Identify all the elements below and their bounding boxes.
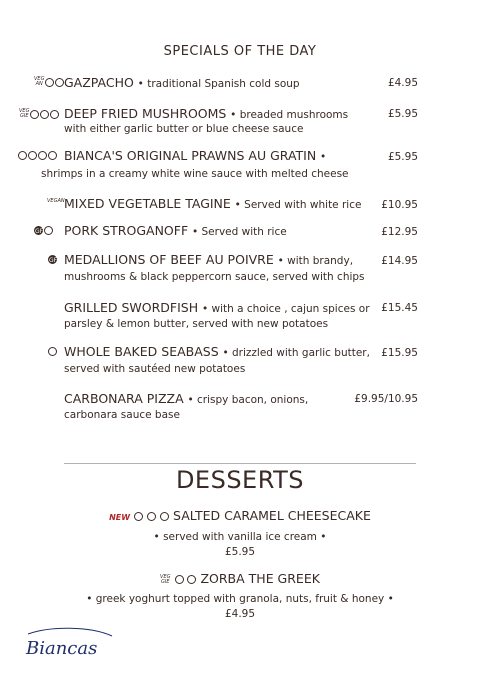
dessert-desc: • greek yoghurt topped with granola, nuts, fruit & honey • <box>86 593 394 605</box>
allergen-icon <box>134 512 143 521</box>
item-price: £15.45 <box>381 302 418 314</box>
item-desc-line2: with either garlic butter or blue cheese sauce <box>64 123 304 135</box>
dessert-name: ZORBA THE GREEK <box>200 571 320 586</box>
dietary-icons <box>48 347 57 356</box>
item-price: £4.95 <box>387 77 418 89</box>
gluten-free-icon: GF <box>35 228 44 235</box>
dessert-desc: • served with vanilla ice cream • <box>153 531 327 543</box>
vegan-tag-icon: VEGAN <box>47 198 65 204</box>
item-price: £14.95 <box>381 255 418 267</box>
item-price: £5.95 <box>387 151 418 163</box>
allergen-icon <box>187 575 196 584</box>
item-desc: • breaded mushrooms <box>230 109 349 121</box>
dietary-icons <box>18 151 57 160</box>
item-desc-line2: carbonara sauce base <box>64 409 180 421</box>
item-price: £15.95 <box>381 347 418 359</box>
item-price: £5.95 <box>387 108 418 120</box>
allergen-icon <box>38 151 47 160</box>
allergen-icon <box>160 512 169 521</box>
item-name: CARBONARA PIZZA <box>64 391 184 406</box>
item-price: £12.95 <box>381 226 418 238</box>
item-name: MEDALLIONS OF BEEF AU POIVRE <box>64 252 274 267</box>
gluten-free-icon: GF <box>49 257 58 264</box>
item-name: DEEP FRIED MUSHROOMS <box>64 106 227 121</box>
item-name: BIANCA'S ORIGINAL PRAWNS AU GRATIN <box>64 148 317 163</box>
vegan-tag-icon: VEG AN <box>34 76 45 87</box>
vegetarian-tag-icon: VEG GIE <box>160 573 171 585</box>
item-desc: • Served with white rice <box>234 199 362 211</box>
allergen-icon <box>50 110 59 119</box>
item-desc: • crispy bacon, onions, <box>187 394 309 406</box>
allergen-icon <box>30 110 39 119</box>
item-desc-line2: mushrooms & black peppercorn sauce, served with chips <box>64 271 365 283</box>
specials-title: SPECIALS OF THE DAY <box>163 44 317 59</box>
item-desc: • drizzled with garlic butter, <box>222 347 370 359</box>
item-name: PORK STROGANOFF <box>64 223 189 238</box>
fish-icon <box>48 347 57 356</box>
dessert-price: £5.95 <box>224 546 256 558</box>
dietary-icons <box>19 109 59 119</box>
allergen-icon <box>44 226 53 235</box>
allergen-icon <box>18 151 27 160</box>
item-desc: • with brandy, <box>277 255 354 267</box>
allergen-icon <box>45 78 54 87</box>
allergen-icon <box>48 151 57 160</box>
item-desc-line2: shrimps in a creamy white wine sauce with melted cheese <box>41 168 349 180</box>
item-price: £10.95 <box>381 199 418 211</box>
logo-text: Biancas <box>26 638 98 659</box>
allergen-icon <box>40 110 49 119</box>
item-name: WHOLE BAKED SEABASS <box>64 344 219 359</box>
dietary-icons <box>47 199 65 204</box>
allergen-icon <box>28 151 37 160</box>
item-desc-line2: parsley & lemon butter, served with new potatoes <box>64 318 329 330</box>
dietary-icons <box>48 255 57 264</box>
item-price: £9.95/10.95 <box>354 393 418 405</box>
item-name: GAZPACHO <box>64 75 134 90</box>
allergen-icon <box>175 575 184 584</box>
allergen-icon <box>147 512 156 521</box>
item-name: GRILLED SWORDFISH <box>64 300 199 315</box>
section-divider <box>64 463 416 464</box>
vegetarian-tag-icon: VEG GIE <box>19 108 30 119</box>
dietary-icons <box>34 77 64 87</box>
item-desc: • <box>320 151 327 163</box>
desserts-title: DESSERTS <box>175 466 305 494</box>
item-desc: • traditional Spanish cold soup <box>137 78 300 90</box>
dessert-name: SALTED CARAMEL CHEESECAKE <box>173 508 371 523</box>
dessert-price: £4.95 <box>224 608 256 620</box>
item-desc-line2: served with sautéed new potatoes <box>64 363 246 375</box>
item-desc: • with a choice , cajun spices or <box>201 303 370 315</box>
item-desc: • Served with rice <box>191 226 287 238</box>
item-name: MIXED VEGETABLE TAGINE <box>64 196 231 211</box>
dietary-icons <box>34 226 53 235</box>
new-badge: NEW <box>109 513 131 522</box>
biancas-logo <box>20 624 120 664</box>
